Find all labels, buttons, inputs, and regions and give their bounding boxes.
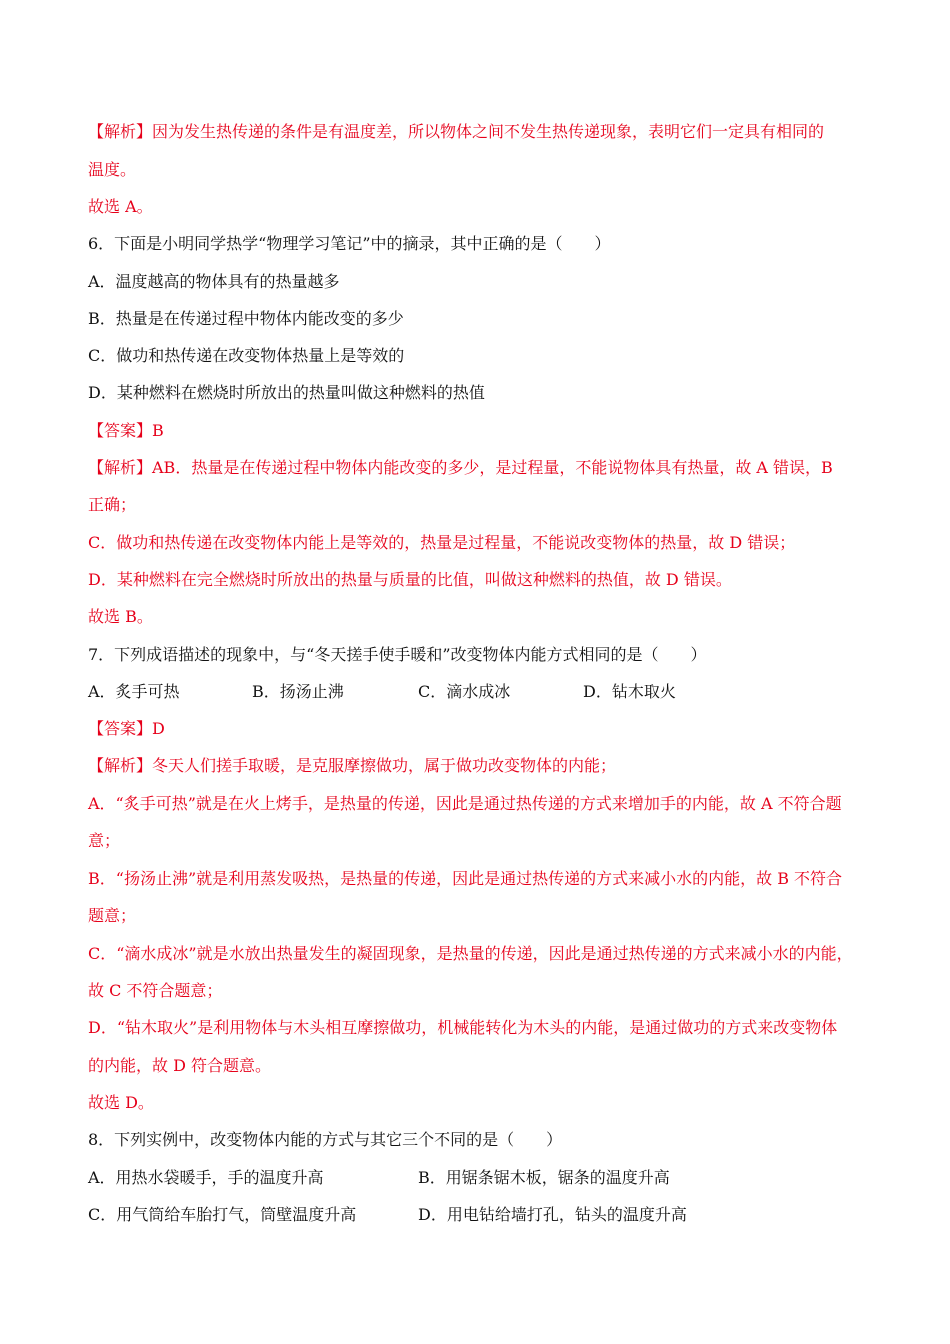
q7-analysis-line7: 故 C 不符合题意； [88, 981, 223, 1000]
q6-analysis-line4: D．某种燃料在完全燃烧时所放出的热量与质量的比值，叫做这种燃料的热值，故 D 错误。 [88, 570, 732, 589]
q7-analysis-line3: 意； [88, 831, 121, 850]
q6-analysis-line3: C．做功和热传递在改变物体内能上是等效的，热量是过程量，不能说改变物体的热量，故 D 错误； [88, 533, 796, 552]
q7-analysis-line1: 【解析】冬天人们搓手取暖，是克服摩擦做功，属于做功改变物体的内能； [88, 756, 617, 775]
q6-analysis-line1: 【解析】AB．热量是在传递过程中物体内能改变的多少，是过程量，不能说物体具有热量，故 A 错误，B [88, 458, 833, 477]
q6-answer: 【答案】B [88, 421, 164, 440]
q7-analysis-line4: B．“扬汤止沸”就是利用蒸发吸热，是热量的传递，因此是通过热传递的方式来减小水的内能，故 B 不符合 [88, 869, 843, 888]
question-8: 8．下列实例中，改变物体内能的方式与其它三个不同的是（ ） [88, 1130, 563, 1149]
q8-option-b: B．用锯条锯木板，锯条的温度升高 [418, 1168, 670, 1187]
q8-option-d: D．用电钻给墙打孔，钻头的温度升高 [418, 1205, 687, 1224]
q7-option-b: B．扬汤止沸 [252, 682, 344, 701]
question-6: 6．下面是小明同学热学“物理学习笔记”中的摘录，其中正确的是（ ） [88, 234, 611, 253]
q6-selection: 故选 B。 [88, 607, 153, 626]
q7-answer: 【答案】D [88, 719, 165, 738]
q6-option-b: B．热量是在传递过程中物体内能改变的多少 [88, 309, 404, 328]
q6-option-c: C．做功和热传递在改变物体热量上是等效的 [88, 346, 405, 365]
analysis-q5-line1: 【解析】因为发生热传递的条件是有温度差，所以物体之间不发生热传递现象，表明它们一定具有相同的 [88, 122, 825, 141]
q7-option-c: C．滴水成冰 [418, 682, 511, 701]
q7-option-d: D．钻木取火 [583, 682, 676, 701]
analysis-q5-line2: 温度。 [88, 160, 137, 179]
selection-q5: 故选 A。 [88, 197, 153, 216]
q7-selection: 故选 D。 [88, 1093, 154, 1112]
q7-analysis-line8: D．“钻木取火”是利用物体与木头相互摩擦做功，机械能转化为木头的内能，是通过做功的方式来改变物体 [88, 1018, 838, 1037]
q8-option-a: A．用热水袋暖手，手的温度升高 [88, 1168, 324, 1187]
q6-option-a: A．温度越高的物体具有的热量越多 [88, 272, 340, 291]
q6-analysis-line2: 正确； [88, 495, 137, 514]
q8-option-c: C．用气筒给车胎打气，筒壁温度升高 [88, 1205, 357, 1224]
q6-option-d: D．某种燃料在燃烧时所放出的热量叫做这种燃料的热值 [88, 383, 485, 402]
q7-analysis-line6: C．“滴水成冰”就是水放出热量发生的凝固现象，是热量的传递，因此是通过热传递的方式来减小水的内能， [88, 944, 853, 963]
q7-analysis-line9: 的内能，故 D 符合题意。 [88, 1056, 272, 1075]
q7-option-a: A．炙手可热 [88, 682, 180, 701]
q7-analysis-line5: 题意； [88, 906, 137, 925]
q7-analysis-line2: A．“炙手可热”就是在火上烤手，是热量的传递，因此是通过热传递的方式来增加手的内能，故 A 不符合题 [88, 794, 842, 813]
question-7: 7．下列成语描述的现象中，与“冬天搓手使手暖和”改变物体内能方式相同的是（ ） [88, 645, 707, 664]
